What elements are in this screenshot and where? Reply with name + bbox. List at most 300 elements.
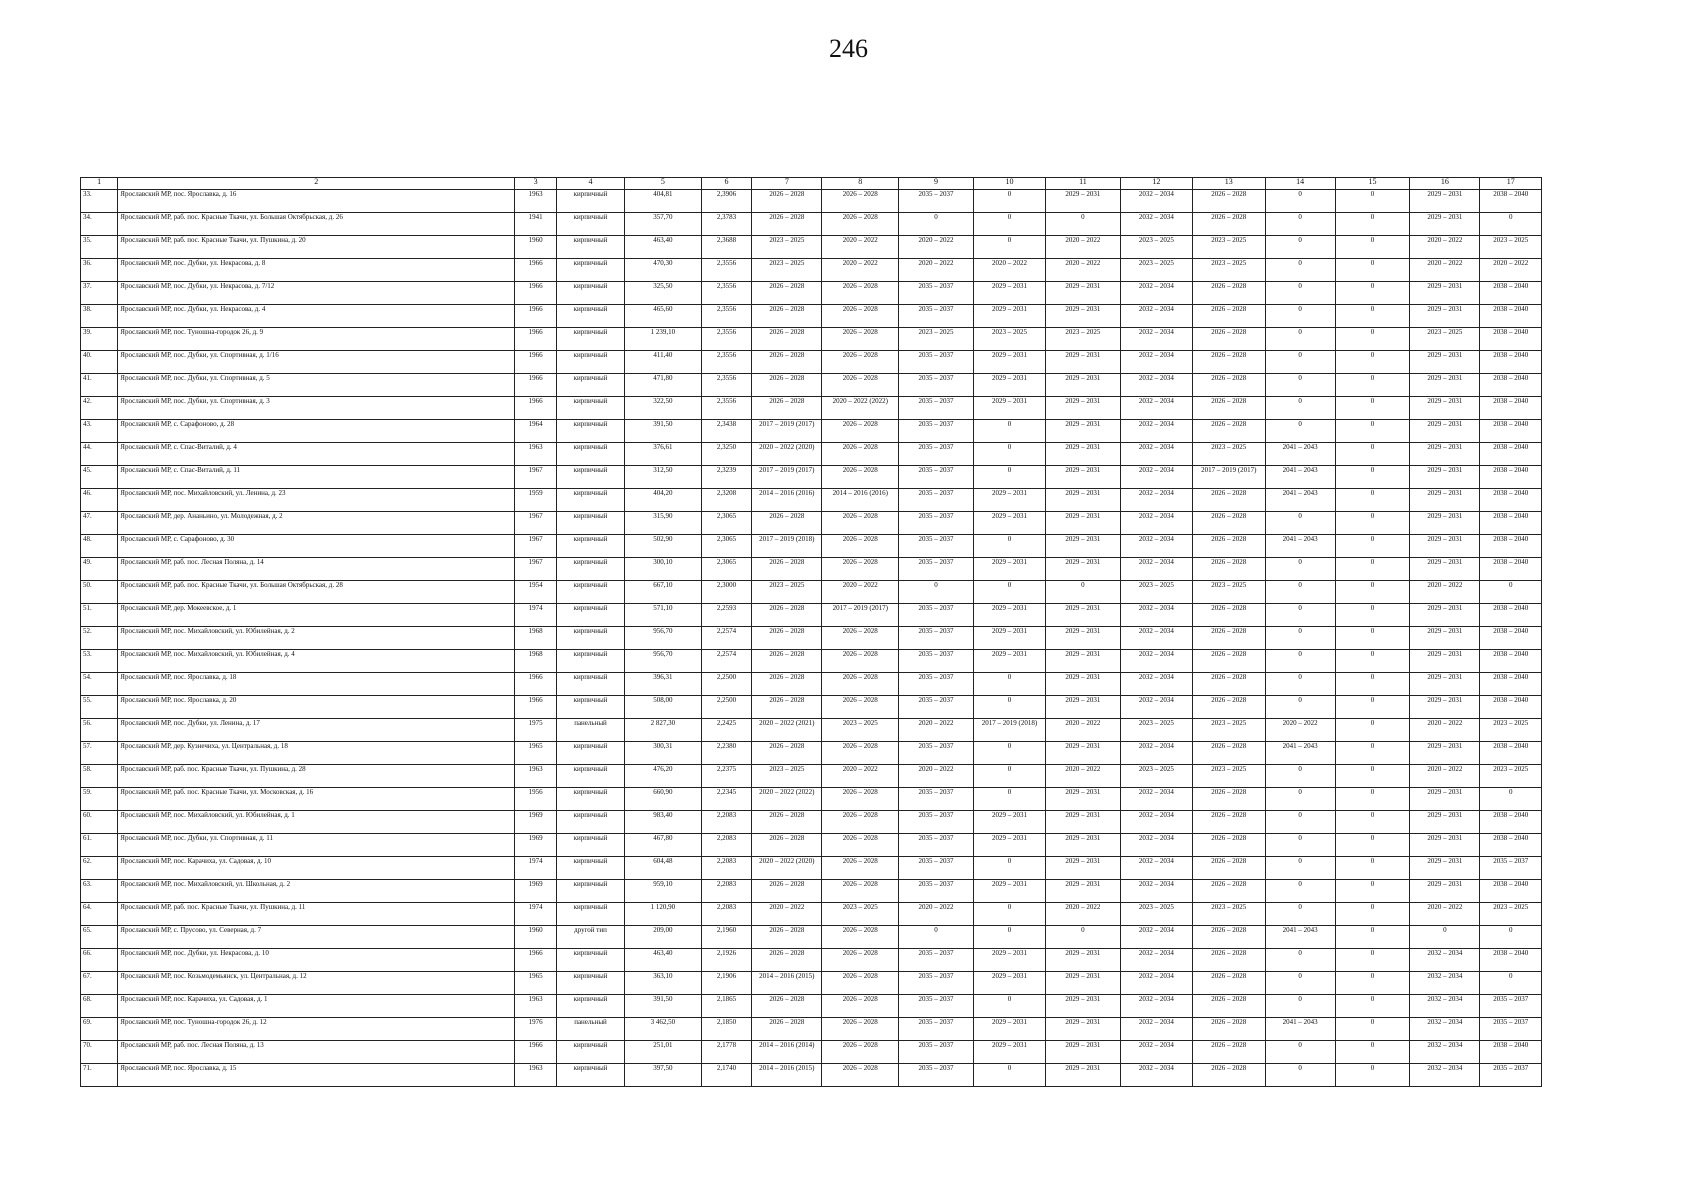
table-cell: 2038 – 2040 — [1480, 305, 1542, 328]
table-cell: 2032 – 2034 — [1120, 880, 1192, 903]
table-row — [81, 236, 1542, 259]
column-header: 6 — [701, 178, 751, 190]
table-cell: 0 — [973, 443, 1045, 466]
table-cell: 2029 – 2031 — [1410, 213, 1480, 236]
row-number: 41. — [81, 374, 118, 397]
row-number: 49. — [81, 558, 118, 581]
table-cell: 0 — [1265, 236, 1335, 259]
table-cell: 2029 – 2031 — [1046, 696, 1121, 719]
table-cell: 2032 – 2034 — [1120, 420, 1192, 443]
table-cell: 2038 – 2040 — [1480, 328, 1542, 351]
table-cell: 1960 — [515, 926, 557, 949]
table-cell: 2032 – 2034 — [1410, 1064, 1480, 1087]
table-cell: 2035 – 2037 — [899, 811, 974, 834]
table-cell: 312,50 — [625, 466, 702, 489]
table-cell: 2026 – 2028 — [822, 328, 899, 351]
table-cell: 2026 – 2028 — [752, 213, 822, 236]
table-cell: 2014 – 2016 (2015) — [752, 972, 822, 995]
table-cell: 2020 – 2022 (2022) — [752, 788, 822, 811]
table-cell: 2032 – 2034 — [1120, 213, 1192, 236]
table-cell: 2020 – 2022 — [899, 259, 974, 282]
table-cell: 2032 – 2034 — [1120, 282, 1192, 305]
row-number: 45. — [81, 466, 118, 489]
table-cell: 0 — [1335, 834, 1410, 857]
table-cell: 2032 – 2034 — [1120, 834, 1192, 857]
table-row — [81, 765, 1542, 788]
address-cell: Ярославский МР, раб. пос. Красные Ткачи, ул. Пушкина, д. 20 — [118, 236, 515, 259]
table-cell: 2,1960 — [701, 926, 751, 949]
table-cell: 2,1906 — [701, 972, 751, 995]
table-cell: 2014 – 2016 (2016) — [752, 489, 822, 512]
table-cell: 2026 – 2028 — [822, 535, 899, 558]
table-row — [81, 903, 1542, 926]
table-cell: 2023 – 2025 — [1046, 328, 1121, 351]
table-cell: 2029 – 2031 — [973, 949, 1045, 972]
table-cell: 0 — [1265, 213, 1335, 236]
table-cell: 2026 – 2028 — [1193, 190, 1265, 213]
table-cell: 2,1926 — [701, 949, 751, 972]
table-cell: 2,3556 — [701, 397, 751, 420]
table-cell: 956,70 — [625, 627, 702, 650]
table-cell: 0 — [1335, 305, 1410, 328]
table-cell: 2029 – 2031 — [1046, 788, 1121, 811]
table-cell: 2020 – 2022 — [752, 903, 822, 926]
table-cell: 0 — [1335, 857, 1410, 880]
table-cell: 2023 – 2025 — [899, 328, 974, 351]
table-cell: 2029 – 2031 — [1410, 374, 1480, 397]
table-cell: 2038 – 2040 — [1480, 627, 1542, 650]
table-cell: 0 — [1265, 834, 1335, 857]
table-cell: 396,31 — [625, 673, 702, 696]
table-cell: 2032 – 2034 — [1120, 972, 1192, 995]
table-cell: 2,2083 — [701, 903, 751, 926]
table-cell: кирпичный — [557, 351, 625, 374]
table-cell: 2020 – 2022 — [1410, 719, 1480, 742]
table-cell: 2038 – 2040 — [1480, 558, 1542, 581]
table-cell: 2035 – 2037 — [899, 949, 974, 972]
row-number: 68. — [81, 995, 118, 1018]
table-cell: 2029 – 2031 — [1046, 1018, 1121, 1041]
table-cell: 2023 – 2025 — [1120, 236, 1192, 259]
table-cell: кирпичный — [557, 857, 625, 880]
table-cell: 2020 – 2022 — [822, 259, 899, 282]
address-cell: Ярославский МР, пос. Козьмодемьянск, ул. Центральная, д. 12 — [118, 972, 515, 995]
table-cell: 2032 – 2034 — [1120, 1041, 1192, 1064]
table-cell: 0 — [1335, 696, 1410, 719]
table-cell: 0 — [1265, 282, 1335, 305]
table-cell: 2038 – 2040 — [1480, 443, 1542, 466]
table-cell: 2026 – 2028 — [822, 696, 899, 719]
table-cell: 2026 – 2028 — [752, 282, 822, 305]
table-cell: 2,3556 — [701, 259, 751, 282]
table-cell: 2026 – 2028 — [1193, 1041, 1265, 1064]
table-cell: 0 — [1335, 673, 1410, 696]
table-cell: 0 — [973, 420, 1045, 443]
table-cell: 2,3239 — [701, 466, 751, 489]
table-cell: 0 — [1265, 857, 1335, 880]
row-number: 56. — [81, 719, 118, 742]
table-cell: кирпичный — [557, 696, 625, 719]
table-cell: 2029 – 2031 — [1046, 880, 1121, 903]
table-cell: 2032 – 2034 — [1120, 489, 1192, 512]
row-number: 66. — [81, 949, 118, 972]
table-cell: 2029 – 2031 — [1410, 696, 1480, 719]
table-cell: 363,10 — [625, 972, 702, 995]
table-body — [81, 190, 1542, 1087]
table-cell: 2038 – 2040 — [1480, 282, 1542, 305]
row-number: 52. — [81, 627, 118, 650]
table-cell: 0 — [1265, 397, 1335, 420]
table-cell: 411,40 — [625, 351, 702, 374]
address-cell: Ярославский МР, пос. Михайловский, ул. Юбилейная, д. 4 — [118, 650, 515, 673]
table-cell: 2026 – 2028 — [822, 673, 899, 696]
table-cell: кирпичный — [557, 880, 625, 903]
table-cell: 2026 – 2028 — [1193, 650, 1265, 673]
table-cell: 2020 – 2022 — [1046, 236, 1121, 259]
table-cell: 2032 – 2034 — [1120, 1018, 1192, 1041]
table-cell: кирпичный — [557, 1064, 625, 1087]
table-cell: 2035 – 2037 — [899, 604, 974, 627]
table-row — [81, 949, 1542, 972]
table-cell: 0 — [1480, 926, 1542, 949]
table-cell: 2029 – 2031 — [1410, 627, 1480, 650]
table-cell: 0 — [1265, 558, 1335, 581]
table-cell: 1966 — [515, 673, 557, 696]
table-cell: 1965 — [515, 742, 557, 765]
table-cell: 2032 – 2034 — [1120, 742, 1192, 765]
table-cell: 2032 – 2034 — [1120, 328, 1192, 351]
table-cell: 2029 – 2031 — [973, 650, 1045, 673]
table-cell: 2026 – 2028 — [822, 1064, 899, 1087]
row-number: 40. — [81, 351, 118, 374]
table-cell: 0 — [899, 926, 974, 949]
table-cell: 2029 – 2031 — [1046, 305, 1121, 328]
table-cell: 2023 – 2025 — [1120, 765, 1192, 788]
table-row — [81, 696, 1542, 719]
address-cell: Ярославский МР, пос. Ярославка, д. 18 — [118, 673, 515, 696]
table-cell: 2020 – 2022 — [1410, 236, 1480, 259]
table-cell: кирпичный — [557, 581, 625, 604]
table-row — [81, 811, 1542, 834]
table-cell: 2023 – 2025 — [1193, 259, 1265, 282]
table-cell: 2,2425 — [701, 719, 751, 742]
table-cell: 2038 – 2040 — [1480, 742, 1542, 765]
table-cell: 1 120,90 — [625, 903, 702, 926]
table-cell: 2026 – 2028 — [1193, 604, 1265, 627]
table-cell: 2023 – 2025 — [1480, 236, 1542, 259]
table-cell: 0 — [1480, 213, 1542, 236]
column-header: 8 — [822, 178, 899, 190]
table-cell: кирпичный — [557, 512, 625, 535]
table-cell: 404,20 — [625, 489, 702, 512]
table-cell: 2023 – 2025 — [1410, 328, 1480, 351]
row-number: 37. — [81, 282, 118, 305]
table-cell: 2026 – 2028 — [752, 328, 822, 351]
table-cell: 2026 – 2028 — [752, 627, 822, 650]
table-cell: другой тип — [557, 926, 625, 949]
page-number: 246 — [829, 34, 868, 63]
table-cell: 2038 – 2040 — [1480, 420, 1542, 443]
table-cell: 2038 – 2040 — [1480, 673, 1542, 696]
table-cell: 2032 – 2034 — [1120, 857, 1192, 880]
table-cell: 2026 – 2028 — [822, 282, 899, 305]
table-cell: 2035 – 2037 — [1480, 995, 1542, 1018]
table-cell: 2014 – 2016 (2016) — [822, 489, 899, 512]
table-row — [81, 604, 1542, 627]
table-cell: 2026 – 2028 — [1193, 397, 1265, 420]
table-cell: 0 — [1265, 305, 1335, 328]
table-cell: 2026 – 2028 — [822, 742, 899, 765]
table-cell: 0 — [973, 926, 1045, 949]
table-cell: 0 — [1335, 443, 1410, 466]
table-cell: 2035 – 2037 — [899, 374, 974, 397]
table-cell: 2020 – 2022 (2020) — [752, 857, 822, 880]
address-cell: Ярославский МР, раб. пос. Красные Ткачи, ул. Московская, д. 16 — [118, 788, 515, 811]
table-cell: 2020 – 2022 — [899, 903, 974, 926]
table-cell: 2029 – 2031 — [1410, 650, 1480, 673]
address-cell: Ярославский МР, пос. Туношна-городок 26, д. 9 — [118, 328, 515, 351]
table-cell: кирпичный — [557, 903, 625, 926]
table-cell: 2026 – 2028 — [752, 742, 822, 765]
table-cell: 2029 – 2031 — [1046, 995, 1121, 1018]
table-cell: 2020 – 2022 — [822, 765, 899, 788]
row-number: 44. — [81, 443, 118, 466]
table-cell: 2026 – 2028 — [822, 857, 899, 880]
column-header: 1 — [81, 178, 118, 190]
table-cell: 2041 – 2043 — [1265, 535, 1335, 558]
table-cell: 322,50 — [625, 397, 702, 420]
table-cell: 2029 – 2031 — [1046, 351, 1121, 374]
address-cell: Ярославский МР, пос. Михайловский, ул. Школьная, д. 2 — [118, 880, 515, 903]
table-cell: 476,20 — [625, 765, 702, 788]
table-cell: 2026 – 2028 — [752, 604, 822, 627]
table-cell: 2023 – 2025 — [1120, 581, 1192, 604]
table-cell: 2026 – 2028 — [822, 650, 899, 673]
table-cell: 0 — [973, 213, 1045, 236]
table-cell: 2035 – 2037 — [899, 558, 974, 581]
table-cell: 2029 – 2031 — [1046, 374, 1121, 397]
table-cell: 0 — [1480, 972, 1542, 995]
table-cell: 2026 – 2028 — [822, 788, 899, 811]
table-cell: 467,80 — [625, 834, 702, 857]
table-cell: 2035 – 2037 — [899, 673, 974, 696]
table-cell: 2029 – 2031 — [1046, 811, 1121, 834]
table-cell: 2,3556 — [701, 328, 751, 351]
table-cell: 2026 – 2028 — [1193, 305, 1265, 328]
table-cell: 2,2083 — [701, 834, 751, 857]
table-cell: 2038 – 2040 — [1480, 811, 1542, 834]
table-cell: 2026 – 2028 — [752, 305, 822, 328]
table-cell: 2017 – 2019 (2017) — [752, 420, 822, 443]
table-cell: 2,2345 — [701, 788, 751, 811]
table-cell: 397,50 — [625, 1064, 702, 1087]
table-cell: 502,90 — [625, 535, 702, 558]
table-cell: 0 — [1335, 558, 1410, 581]
table-cell: 2026 – 2028 — [752, 650, 822, 673]
table-cell: 2020 – 2022 — [1046, 903, 1121, 926]
table-cell: 2026 – 2028 — [1193, 788, 1265, 811]
table-cell: 2026 – 2028 — [822, 995, 899, 1018]
table-cell: 2023 – 2025 — [1120, 903, 1192, 926]
table-row — [81, 489, 1542, 512]
table-cell: 2029 – 2031 — [1410, 857, 1480, 880]
table-row — [81, 374, 1542, 397]
table-cell: 2026 – 2028 — [752, 880, 822, 903]
table-cell: 0 — [1335, 351, 1410, 374]
table-cell: 2017 – 2019 (2017) — [1193, 466, 1265, 489]
table-cell: 2026 – 2028 — [752, 512, 822, 535]
table-cell: 2029 – 2031 — [1046, 420, 1121, 443]
table-cell: 2020 – 2022 (2021) — [752, 719, 822, 742]
table-cell: 376,61 — [625, 443, 702, 466]
table-cell: 2035 – 2037 — [899, 880, 974, 903]
table-cell: 2038 – 2040 — [1480, 351, 1542, 374]
table-cell: 0 — [1265, 328, 1335, 351]
table-row — [81, 397, 1542, 420]
table-cell: 2029 – 2031 — [1046, 1041, 1121, 1064]
table-cell: 2,3906 — [701, 190, 751, 213]
table-cell: кирпичный — [557, 604, 625, 627]
table-cell: 300,10 — [625, 558, 702, 581]
table-cell: 2026 – 2028 — [822, 305, 899, 328]
table-cell: 0 — [1335, 397, 1410, 420]
table-cell: 0 — [1335, 880, 1410, 903]
table-cell: 2026 – 2028 — [1193, 926, 1265, 949]
row-number: 53. — [81, 650, 118, 673]
address-cell: Ярославский МР, с. Прусово, ул. Северная, д. 7 — [118, 926, 515, 949]
table-cell: 0 — [973, 236, 1045, 259]
table-cell: 0 — [1335, 259, 1410, 282]
table-cell: 2,3208 — [701, 489, 751, 512]
table-cell: 2032 – 2034 — [1120, 995, 1192, 1018]
table-cell: 2029 – 2031 — [973, 880, 1045, 903]
table-cell: 0 — [1335, 466, 1410, 489]
table-cell: кирпичный — [557, 627, 625, 650]
table-cell: кирпичный — [557, 765, 625, 788]
table-cell: 2029 – 2031 — [1410, 535, 1480, 558]
table-cell: 0 — [1335, 1041, 1410, 1064]
row-number: 59. — [81, 788, 118, 811]
address-cell: Ярославский МР, пос. Ярославка, д. 15 — [118, 1064, 515, 1087]
table-cell: кирпичный — [557, 949, 625, 972]
table-cell: 2029 – 2031 — [1046, 742, 1121, 765]
address-cell: Ярославский МР, пос. Дубки, ул. Некрасова, д. 7/12 — [118, 282, 515, 305]
address-cell: Ярославский МР, пос. Карачиха, ул. Садовая, д. 1 — [118, 995, 515, 1018]
table-cell: 0 — [1335, 926, 1410, 949]
table-cell: 0 — [1335, 627, 1410, 650]
table-cell: 2,2574 — [701, 650, 751, 673]
table-cell: 0 — [1046, 213, 1121, 236]
table-row — [81, 926, 1542, 949]
table-cell: 2026 – 2028 — [752, 811, 822, 834]
table-cell: 2029 – 2031 — [973, 512, 1045, 535]
table-cell: кирпичный — [557, 788, 625, 811]
table-cell: 0 — [973, 581, 1045, 604]
table-cell: 660,90 — [625, 788, 702, 811]
table-cell: 2,3783 — [701, 213, 751, 236]
table-row — [81, 742, 1542, 765]
table-cell: 2,3556 — [701, 305, 751, 328]
table-cell: 2032 – 2034 — [1120, 558, 1192, 581]
table-cell: кирпичный — [557, 742, 625, 765]
table-cell: 1954 — [515, 581, 557, 604]
table-cell: 1966 — [515, 282, 557, 305]
table-cell: 0 — [973, 788, 1045, 811]
table-cell: 0 — [973, 857, 1045, 880]
table-cell: 2032 – 2034 — [1120, 604, 1192, 627]
table-row — [81, 328, 1542, 351]
table-cell: 2026 – 2028 — [1193, 282, 1265, 305]
table-row — [81, 627, 1542, 650]
table-cell: 571,10 — [625, 604, 702, 627]
table-cell: 0 — [1046, 581, 1121, 604]
table-cell: панельный — [557, 719, 625, 742]
table-cell: 2026 – 2028 — [1193, 995, 1265, 1018]
table-cell: 357,70 — [625, 213, 702, 236]
table-cell: 2029 – 2031 — [1046, 972, 1121, 995]
table-cell: 2026 – 2028 — [822, 972, 899, 995]
address-cell: Ярославский МР, раб. пос. Красные Ткачи, ул. Пушкина, д. 28 — [118, 765, 515, 788]
table-cell: 2023 – 2025 — [822, 903, 899, 926]
table-cell: 0 — [1335, 949, 1410, 972]
table-cell: 2026 – 2028 — [752, 1018, 822, 1041]
table-cell: 2038 – 2040 — [1480, 397, 1542, 420]
table-cell: 2038 – 2040 — [1480, 696, 1542, 719]
table-cell: 2035 – 2037 — [899, 190, 974, 213]
table-cell: 2035 – 2037 — [899, 696, 974, 719]
table-cell: 2029 – 2031 — [1410, 788, 1480, 811]
table-cell: 2032 – 2034 — [1120, 466, 1192, 489]
table-cell: кирпичный — [557, 190, 625, 213]
table-cell: 2,3438 — [701, 420, 751, 443]
table-cell: 2,2083 — [701, 880, 751, 903]
table-cell: 2017 – 2019 (2018) — [973, 719, 1045, 742]
table-cell: 2,2083 — [701, 857, 751, 880]
table-cell: 2032 – 2034 — [1120, 1064, 1192, 1087]
table-cell: 0 — [1335, 581, 1410, 604]
table-cell: 2,2375 — [701, 765, 751, 788]
table-row — [81, 213, 1542, 236]
table-cell: 2026 – 2028 — [752, 374, 822, 397]
table-cell: кирпичный — [557, 282, 625, 305]
table-cell: 2029 – 2031 — [1046, 489, 1121, 512]
column-header: 12 — [1120, 178, 1192, 190]
table-cell: 1975 — [515, 719, 557, 742]
table-row — [81, 190, 1542, 213]
table-cell: 2032 – 2034 — [1120, 512, 1192, 535]
table-cell: 2035 – 2037 — [899, 305, 974, 328]
table-cell: 0 — [1335, 995, 1410, 1018]
table-cell: 0 — [1265, 949, 1335, 972]
table-cell: 2032 – 2034 — [1120, 811, 1192, 834]
table-cell: 0 — [973, 673, 1045, 696]
table-cell: 2020 – 2022 — [973, 259, 1045, 282]
table-cell: 2032 – 2034 — [1410, 972, 1480, 995]
table-cell: 1966 — [515, 351, 557, 374]
table-row — [81, 259, 1542, 282]
table-cell: 2020 – 2022 — [1046, 259, 1121, 282]
table-cell: 2038 – 2040 — [1480, 650, 1542, 673]
table-cell: 2026 – 2028 — [1193, 673, 1265, 696]
address-cell: Ярославский МР, раб. пос. Красные Ткачи, ул. Пушкина, д. 11 — [118, 903, 515, 926]
address-cell: Ярославский МР, пос. Карачиха, ул. Садовая, д. 10 — [118, 857, 515, 880]
table-cell: 0 — [1265, 811, 1335, 834]
table-cell: 2020 – 2022 — [822, 236, 899, 259]
address-cell: Ярославский МР, пос. Дубки, ул. Некрасова, д. 10 — [118, 949, 515, 972]
table-cell: кирпичный — [557, 443, 625, 466]
table-cell: 2020 – 2022 — [1480, 259, 1542, 282]
table-cell: 0 — [899, 213, 974, 236]
